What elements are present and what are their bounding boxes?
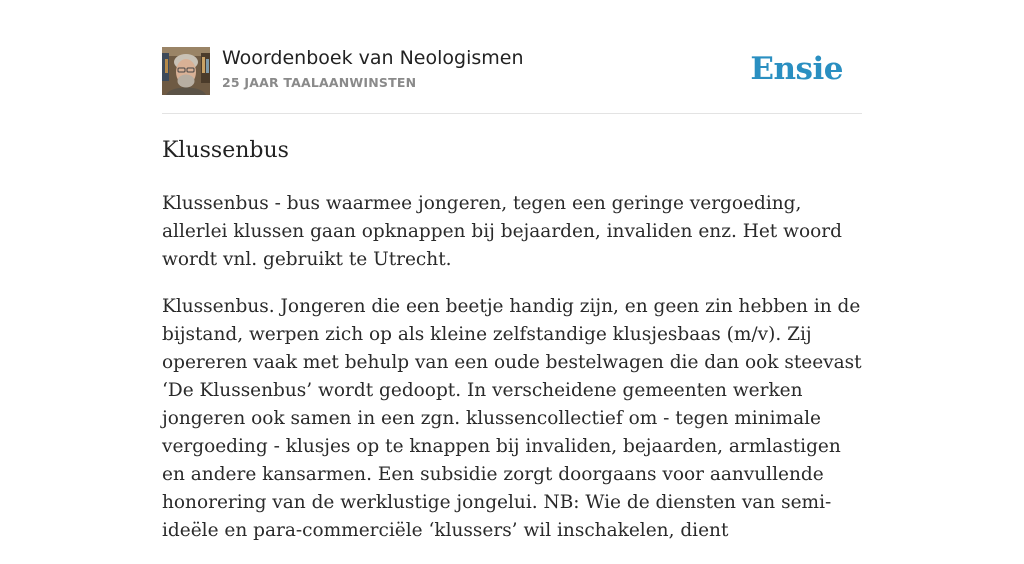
entry-title: Klussenbus	[162, 138, 289, 163]
ensie-logo-link[interactable]: Ensie	[750, 51, 843, 87]
entry-paragraph-1: Klussenbus - bus waarmee jongeren, tegen een geringe vergoeding, allerlei klussen gaan opknappen bij bejaarden, invaliden enz. Het woord wordt vnl. gebruikt te Utrecht.	[162, 193, 842, 270]
avatar-photo	[162, 47, 210, 95]
site-subtitle: 25 JAAR TAALAANWINSTEN	[222, 75, 417, 90]
site-header	[162, 47, 862, 95]
header-divider	[162, 113, 862, 114]
author-avatar[interactable]	[162, 47, 210, 95]
site-title-link[interactable]: Woordenboek van Neologismen	[222, 47, 524, 69]
entry-body	[162, 190, 864, 564]
entry-paragraph-2: Klussenbus. Jongeren die een beetje handig zijn, en geen zin hebben in de bijstand, werpen zich op als kleine zelfstandige klusjesbaas (m/v). Zij opereren vaak met behulp van een oude bestelwagen die dan ook steevast ‘De Klussenbus’ wordt gedoopt. In verscheidene gemeenten werken jongeren ook samen in een zgn. klussencollectief om - tegen minimale vergoeding - klusjes op te knappen bij invaliden, bejaarden, armlastigen en andere kansarmen. Een subsidie zorgt doorgaans voor aanvullende honorering van de werklustige jongelui. NB: Wie de diensten van semi-ideële en para-commerciële ‘klussers’ wil inschakelen, dient	[162, 296, 862, 541]
